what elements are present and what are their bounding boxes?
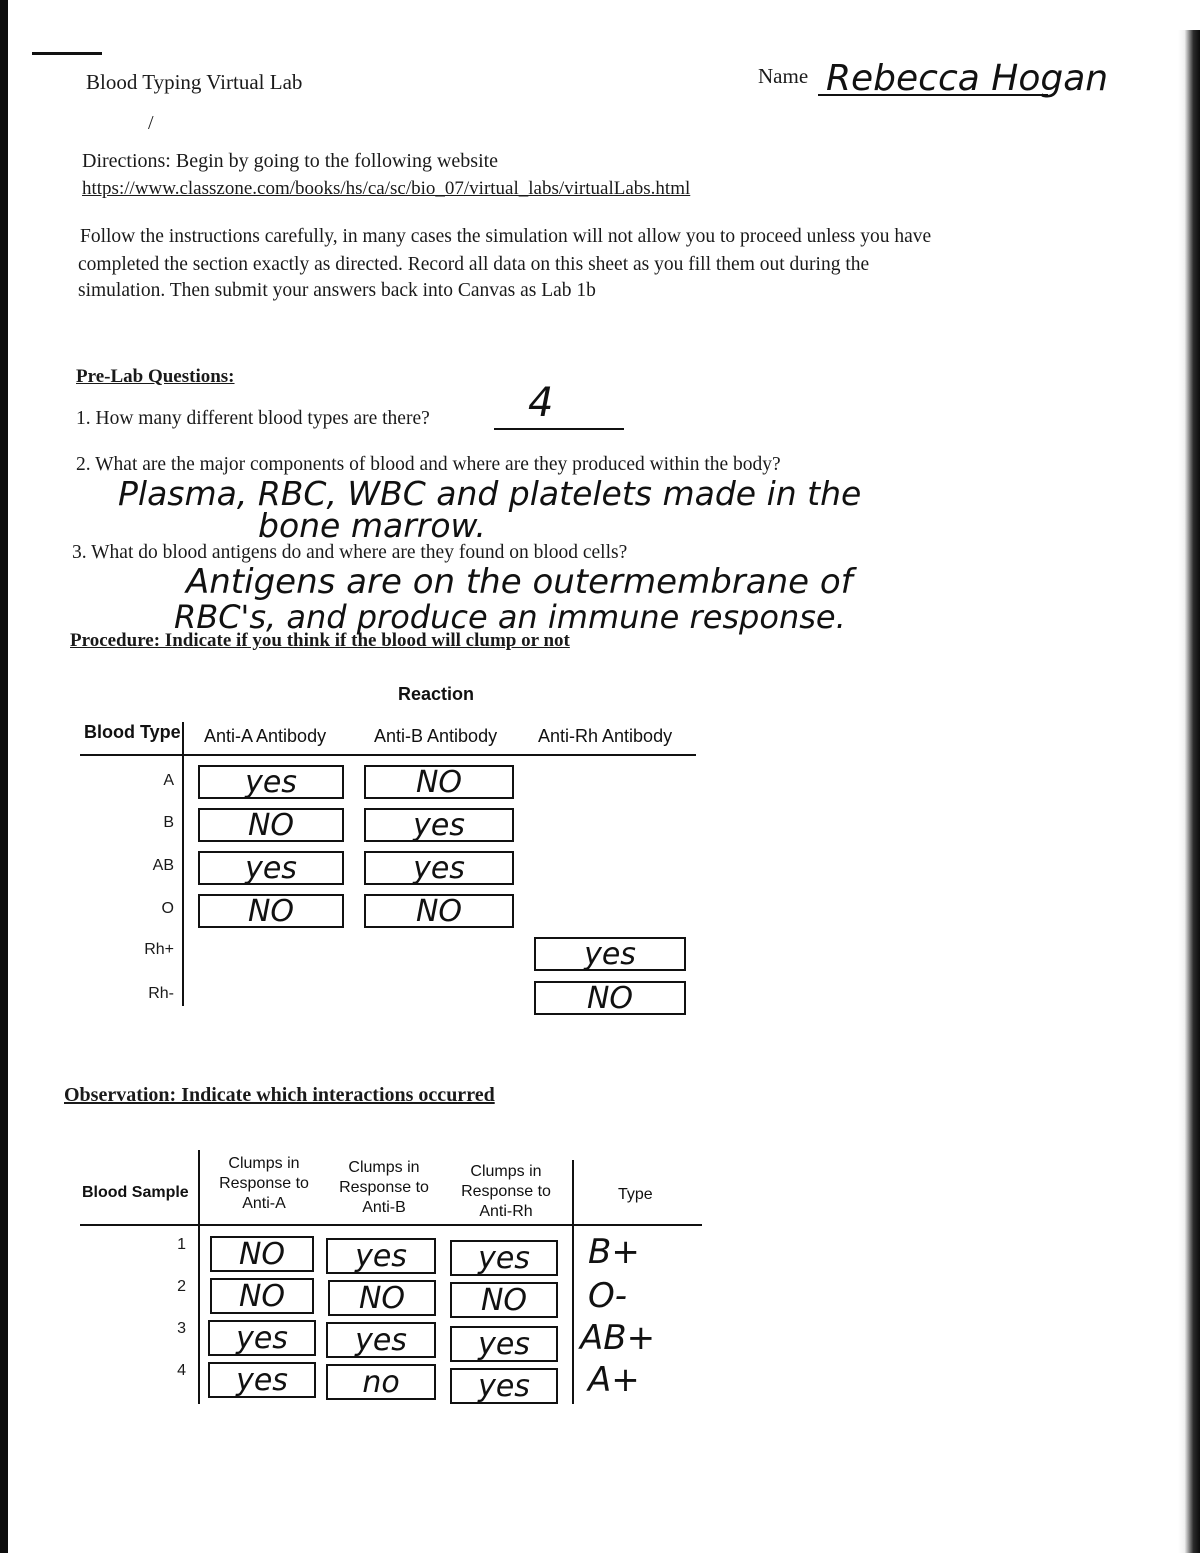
answer-ab-anti-a: yes xyxy=(198,851,344,885)
obs-2-anti-rh: NO xyxy=(450,1282,558,1318)
obs-3-anti-a: yes xyxy=(208,1320,316,1356)
obs-1-anti-a: NO xyxy=(210,1236,314,1272)
col-anti-rh: Anti-Rh Antibody xyxy=(538,726,673,746)
question-3: 3. What do blood antigens do and where are they found on blood cells? xyxy=(72,542,628,563)
obs-2-type: O- xyxy=(588,1276,628,1316)
obs-1-anti-rh: yes xyxy=(450,1240,558,1276)
sample-3: 3 xyxy=(177,1320,186,1337)
obs-3-anti-rh: yes xyxy=(450,1326,558,1362)
website-link[interactable]: https://www.classzone.com/books/hs/ca/sc/bio_07/virtual_labs/virtualLabs.html xyxy=(82,178,691,199)
obs-4-anti-b: no xyxy=(326,1364,436,1400)
row-label-rh-neg: Rh- xyxy=(148,985,174,1002)
answer-rh-neg-anti-rh: NO xyxy=(534,981,686,1015)
col-anti-a: Anti-A Antibody xyxy=(204,726,327,746)
procedure-header-rule xyxy=(80,754,696,756)
col-clumps-anti-a: Clumps in Response to Anti-A xyxy=(219,1155,309,1212)
col-type: Type xyxy=(618,1186,653,1203)
obs-3-anti-b: yes xyxy=(326,1322,436,1358)
observation-column-rule-2 xyxy=(572,1160,574,1404)
col-clumps-anti-b: Clumps in Response to Anti-B xyxy=(339,1159,429,1216)
answer-b-anti-a: NO xyxy=(198,808,344,842)
col-blood-sample: Blood Sample xyxy=(82,1184,189,1201)
question-2: 2. What are the major components of blood and where are they produced within the body? xyxy=(76,454,781,475)
obs-4-type: A+ xyxy=(588,1360,640,1400)
reaction-label: Reaction xyxy=(398,684,475,704)
answer-a-anti-a: yes xyxy=(198,765,344,799)
answer-1: 4 xyxy=(528,380,554,426)
instructions-line-2: completed the section exactly as directed. Record all data on this sheet as you fill them out during the xyxy=(78,254,870,275)
answer-ab-anti-b: yes xyxy=(364,851,514,885)
obs-3-type: AB+ xyxy=(580,1318,656,1358)
col-anti-b: Anti-B Antibody xyxy=(374,726,498,746)
name-value: Rebecca Hogan xyxy=(826,58,1109,99)
instructions-line-1: Follow the instructions carefully, in many cases the simulation will not allow you to proceed unless you have xyxy=(80,226,932,247)
obs-2-anti-a: NO xyxy=(210,1278,314,1314)
top-mark xyxy=(32,52,102,55)
row-label-a: A xyxy=(163,772,174,789)
answer-a-anti-b: NO xyxy=(364,765,514,799)
obs-2-anti-b: NO xyxy=(328,1280,436,1316)
answer-3-line-2: RBC's, and produce an immune response. xyxy=(174,598,846,636)
answer-1-underline xyxy=(494,428,624,430)
col-blood-type: Blood Type xyxy=(84,722,181,742)
row-label-ab: AB xyxy=(152,857,174,874)
worksheet-title: Blood Typing Virtual Lab xyxy=(86,70,303,94)
answer-rh-pos-anti-rh: yes xyxy=(534,937,686,971)
name-label: Name xyxy=(758,64,809,88)
row-label-b: B xyxy=(163,814,174,831)
procedure-heading: Procedure: Indicate if you think if the blood will clump or not xyxy=(70,630,570,651)
observation-heading: Observation: Indicate which interactions occurred xyxy=(64,1084,495,1106)
obs-1-anti-b: yes xyxy=(326,1238,436,1274)
answer-2-line-1: Plasma, RBC, WBC and platelets made in the xyxy=(118,474,862,513)
instructions-line-3: simulation. Then submit your answers back into Canvas as Lab 1b xyxy=(78,280,596,301)
prelab-heading: Pre-Lab Questions: xyxy=(76,366,235,387)
sample-4: 4 xyxy=(177,1362,186,1379)
obs-4-anti-rh: yes xyxy=(450,1368,558,1404)
scan-right-edge xyxy=(1178,30,1200,1553)
observation-header-rule xyxy=(80,1224,702,1226)
answer-3-line-1: Antigens are on the outermembrane of xyxy=(186,562,853,602)
question-1: 1. How many different blood types are there? xyxy=(76,408,430,429)
sample-1: 1 xyxy=(177,1236,186,1253)
obs-4-anti-a: yes xyxy=(208,1362,316,1398)
observation-column-rule-1 xyxy=(198,1150,200,1404)
scan-left-edge xyxy=(0,0,8,1553)
row-label-o: O xyxy=(161,900,174,917)
answer-o-anti-a: NO xyxy=(198,894,344,928)
sample-2: 2 xyxy=(177,1278,186,1295)
obs-1-type: B+ xyxy=(588,1232,640,1272)
stray-mark: / xyxy=(148,112,154,134)
col-clumps-anti-rh: Clumps in Response to Anti-Rh xyxy=(461,1163,551,1220)
row-label-rh-pos: Rh+ xyxy=(144,941,174,958)
answer-o-anti-b: NO xyxy=(364,894,514,928)
directions-line: Directions: Begin by going to the following website xyxy=(82,150,499,172)
procedure-column-rule xyxy=(182,722,184,1006)
answer-2-line-2: bone marrow. xyxy=(258,506,486,545)
answer-b-anti-b: yes xyxy=(364,808,514,842)
